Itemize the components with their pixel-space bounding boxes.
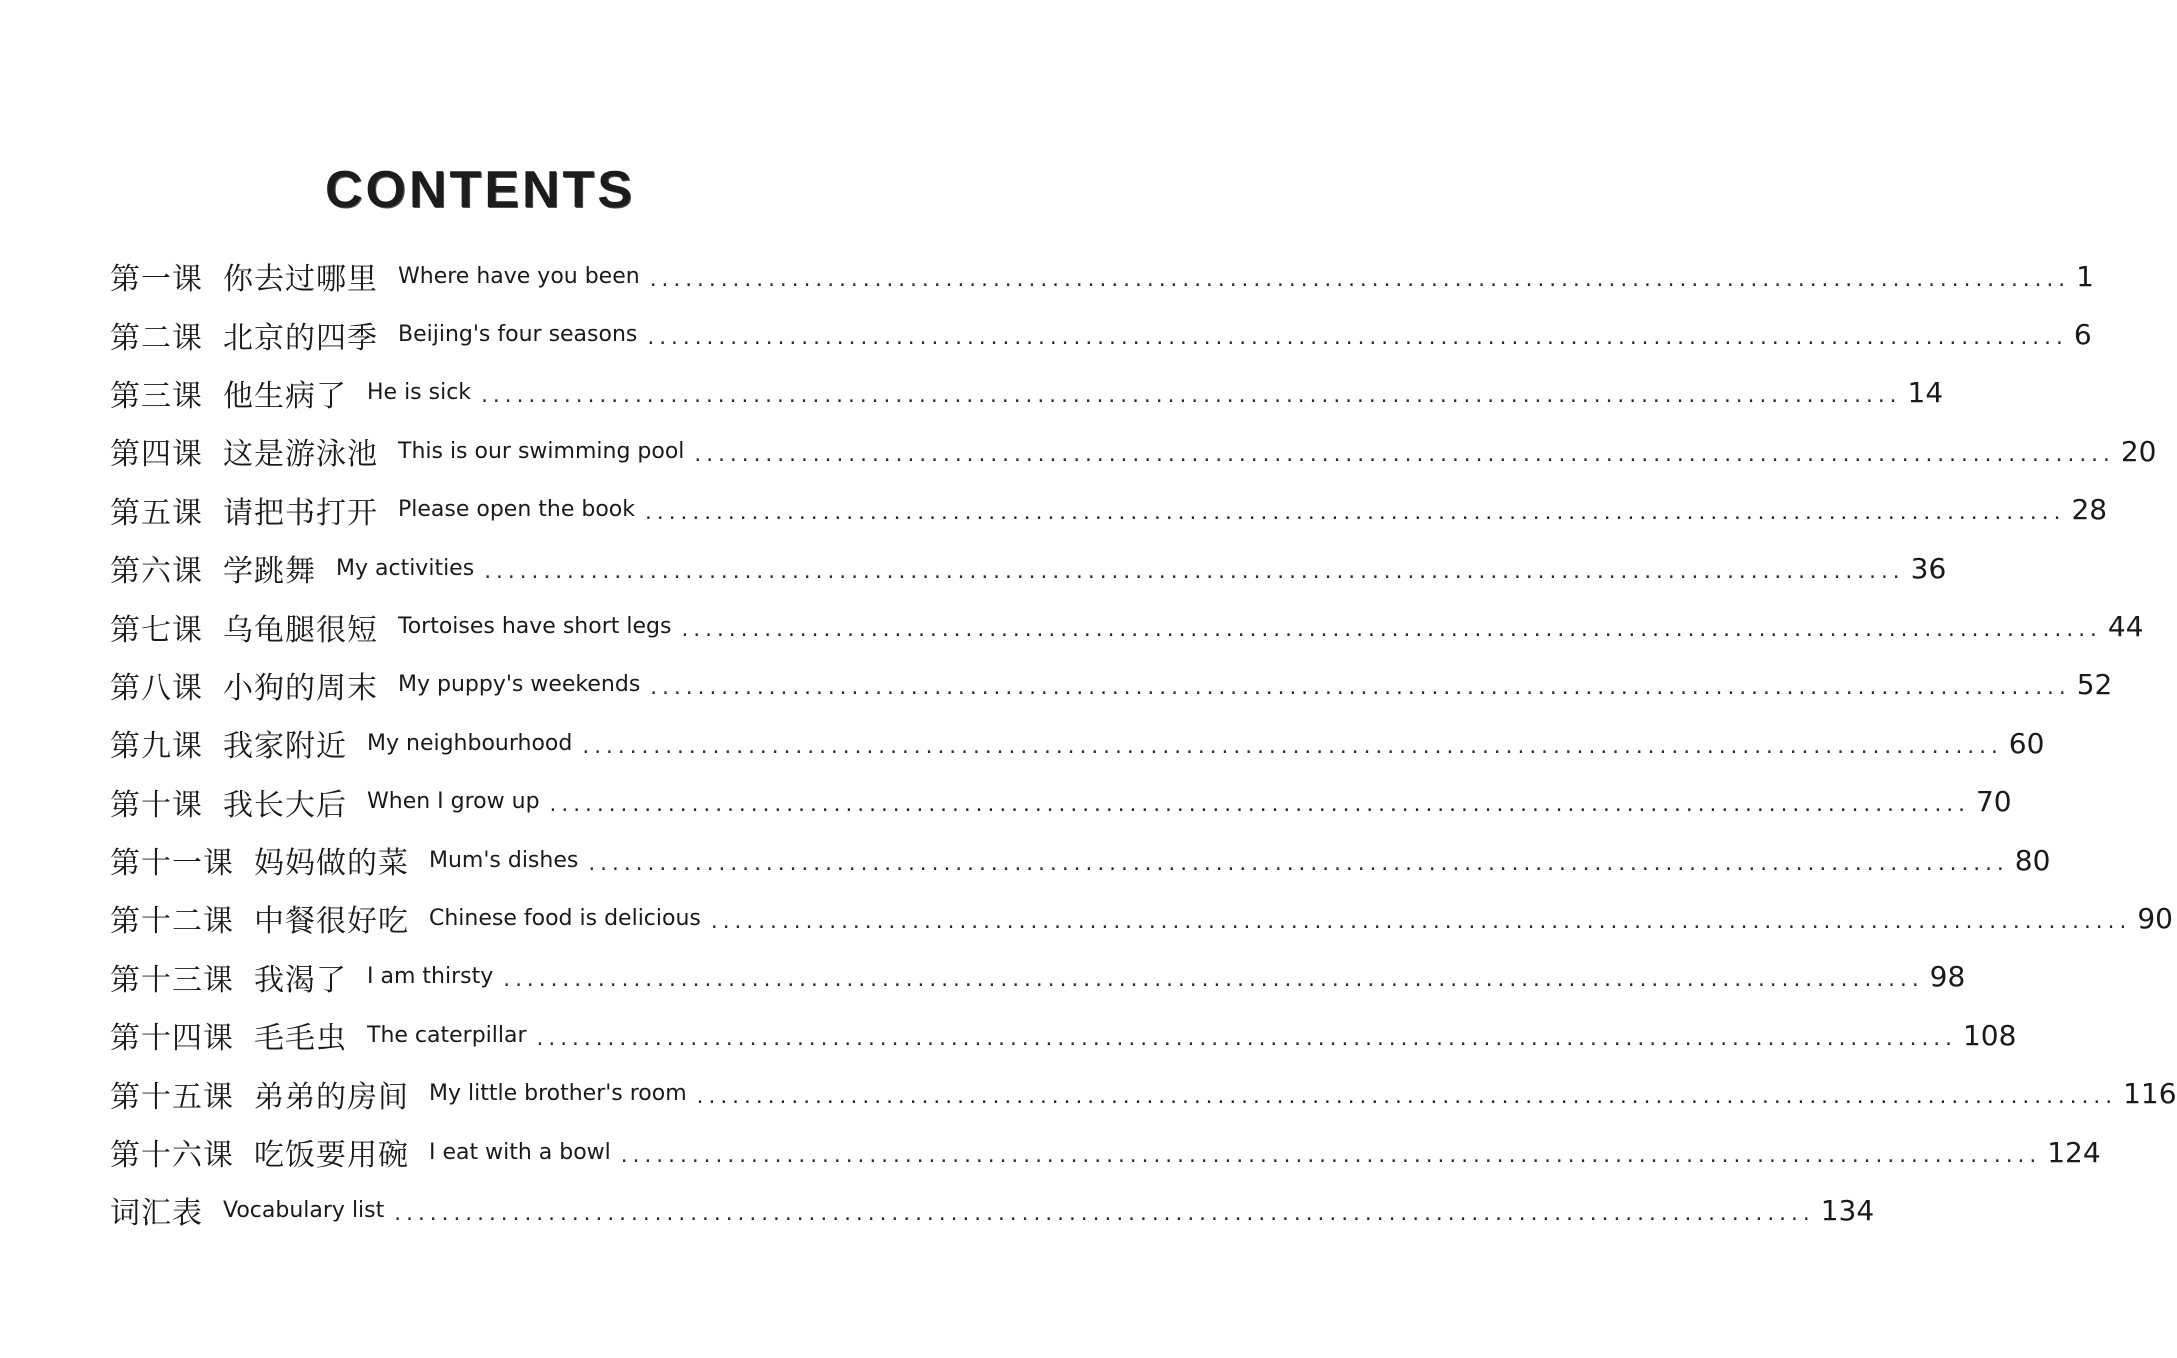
vocabulary-label-english: Vocabulary list — [223, 1197, 385, 1223]
toc-entry — [110, 656, 2113, 714]
lesson-title-english: Please open the book — [398, 497, 636, 523]
page-number: 36 — [1910, 551, 1947, 585]
page-number: 1 — [2076, 259, 2094, 293]
lesson-title-english: Where have you been — [398, 263, 640, 289]
toc-entry — [110, 948, 1966, 1006]
dot-leader: ........................................................................................................................ — [648, 678, 2069, 700]
page-number: 98 — [1929, 960, 1966, 994]
lesson-title-english: My puppy's weekends — [398, 672, 641, 698]
lesson-title-chinese: 他生病了 — [223, 378, 347, 414]
lesson-number: 第五课 — [110, 495, 203, 531]
dot-leader: ........................................................................................................................ — [618, 1145, 2040, 1167]
toc-entry — [110, 422, 2157, 480]
toc-entry — [110, 1064, 2177, 1122]
lesson-number: 第六课 — [110, 554, 203, 590]
toc-entry — [110, 714, 2045, 772]
lesson-title-english: The caterpillar — [367, 1022, 527, 1048]
toc-entry — [110, 773, 2012, 831]
dot-leader: ........................................................................................................................ — [694, 1087, 2116, 1109]
dot-leader: ........................................................................................................................ — [392, 1203, 1813, 1225]
lesson-title-english: Mum's dishes — [429, 847, 579, 873]
toc-entry — [110, 481, 2108, 539]
lesson-title-chinese: 我长大后 — [223, 787, 347, 823]
dot-leader: ........................................................................................................................ — [580, 736, 2001, 758]
page-title: CONTENTS — [325, 161, 635, 219]
lesson-title-chinese: 这是游泳池 — [223, 437, 378, 473]
page-number: 52 — [2076, 668, 2113, 702]
page-number: 6 — [2073, 318, 2092, 352]
page-number: 108 — [1962, 1018, 2017, 1052]
lesson-title-english: Tortoises have short legs — [398, 614, 672, 640]
lesson-title-chinese: 中餐很好吃 — [254, 904, 409, 940]
lesson-number: 第二课 — [110, 320, 203, 356]
lesson-number: 第一课 — [110, 262, 203, 298]
lesson-number: 第三课 — [110, 378, 203, 414]
dot-leader: ........................................................................................................................ — [692, 444, 2113, 466]
lesson-number: 第十课 — [110, 787, 203, 823]
lesson-title-english: My little brother's room — [429, 1081, 687, 1107]
lesson-title-chinese: 北京的四季 — [223, 320, 378, 356]
lesson-title-english: Beijing's four seasons — [398, 322, 638, 348]
page-number: 80 — [2014, 843, 2051, 877]
dot-leader: ........................................................................................................................ — [708, 911, 2130, 933]
lesson-number: 第十五课 — [110, 1079, 234, 1115]
lesson-title-english: He is sick — [367, 380, 472, 406]
lesson-number: 第十六课 — [110, 1138, 234, 1174]
lesson-title-chinese: 妈妈做的菜 — [254, 846, 409, 882]
lesson-number: 第十三课 — [110, 962, 234, 998]
dot-leader: ........................................................................................................................ — [547, 795, 1968, 817]
toc-entry — [110, 539, 1947, 597]
lesson-title-english: I eat with a bowl — [429, 1139, 611, 1165]
toc-entry-vocabulary — [110, 1181, 1875, 1239]
toc-entry — [110, 305, 2092, 363]
toc-entry — [110, 831, 2051, 889]
lesson-number: 第八课 — [110, 670, 203, 706]
lesson-title-english: My neighbourhood — [367, 730, 573, 756]
dot-leader: ........................................................................................................................ — [534, 1028, 1955, 1050]
lesson-title-chinese: 你去过哪里 — [223, 262, 378, 298]
lesson-title-chinese: 弟弟的房间 — [254, 1079, 409, 1115]
table-of-contents — [110, 247, 2177, 1240]
dot-leader: ........................................................................................................................ — [586, 853, 2007, 875]
vocabulary-label-chinese: 词汇表 — [110, 1196, 203, 1232]
lesson-number: 第九课 — [110, 729, 203, 765]
lesson-title-chinese: 吃饭要用碗 — [254, 1138, 409, 1174]
page-number: 134 — [1820, 1193, 1875, 1227]
page-number: 44 — [2107, 610, 2144, 644]
lesson-title-english: This is our swimming pool — [398, 438, 685, 464]
dot-leader: ........................................................................................................................ — [647, 269, 2069, 291]
lesson-number: 第十四课 — [110, 1021, 234, 1057]
lesson-number: 第十一课 — [110, 846, 234, 882]
dot-leader: ........................................................................................................................ — [482, 561, 1903, 583]
toc-entry — [110, 889, 2173, 947]
page-number: 90 — [2137, 901, 2173, 935]
page-number: 20 — [2120, 434, 2157, 468]
page-number: 60 — [2008, 726, 2045, 760]
toc-entry — [110, 597, 2144, 655]
lesson-title-english: I am thirsty — [367, 964, 494, 990]
toc-entry — [110, 247, 2094, 305]
page-number: 70 — [1975, 785, 2012, 819]
lesson-title-chinese: 学跳舞 — [223, 554, 316, 590]
toc-entry — [110, 1123, 2101, 1181]
lesson-title-chinese: 请把书打开 — [223, 495, 378, 531]
lesson-title-chinese: 我渴了 — [254, 962, 347, 998]
dot-leader: ........................................................................................................................ — [479, 386, 1900, 408]
lesson-number: 第四课 — [110, 437, 203, 473]
lesson-number: 第十二课 — [110, 904, 234, 940]
toc-entry — [110, 364, 1944, 422]
dot-leader: ........................................................................................................................ — [645, 328, 2066, 350]
page-number: 28 — [2071, 493, 2108, 527]
lesson-title-english: When I grow up — [367, 789, 540, 815]
page-number: 116 — [2123, 1077, 2177, 1111]
toc-entry — [110, 1006, 2017, 1064]
lesson-title-chinese: 毛毛虫 — [254, 1021, 347, 1057]
dot-leader: ........................................................................................................................ — [679, 620, 2100, 642]
lesson-title-chinese: 小狗的周末 — [223, 670, 378, 706]
dot-leader: ........................................................................................................................ — [643, 503, 2064, 525]
lesson-title-chinese: 乌龟腿很短 — [223, 612, 378, 648]
lesson-title-chinese: 我家附近 — [223, 729, 347, 765]
lesson-number: 第七课 — [110, 612, 203, 648]
lesson-title-english: Chinese food is delicious — [429, 905, 701, 931]
lesson-title-english: My activities — [336, 555, 475, 581]
dot-leader: ........................................................................................................................ — [501, 970, 1922, 992]
page-number: 124 — [2047, 1135, 2101, 1169]
page-number: 14 — [1907, 376, 1944, 410]
